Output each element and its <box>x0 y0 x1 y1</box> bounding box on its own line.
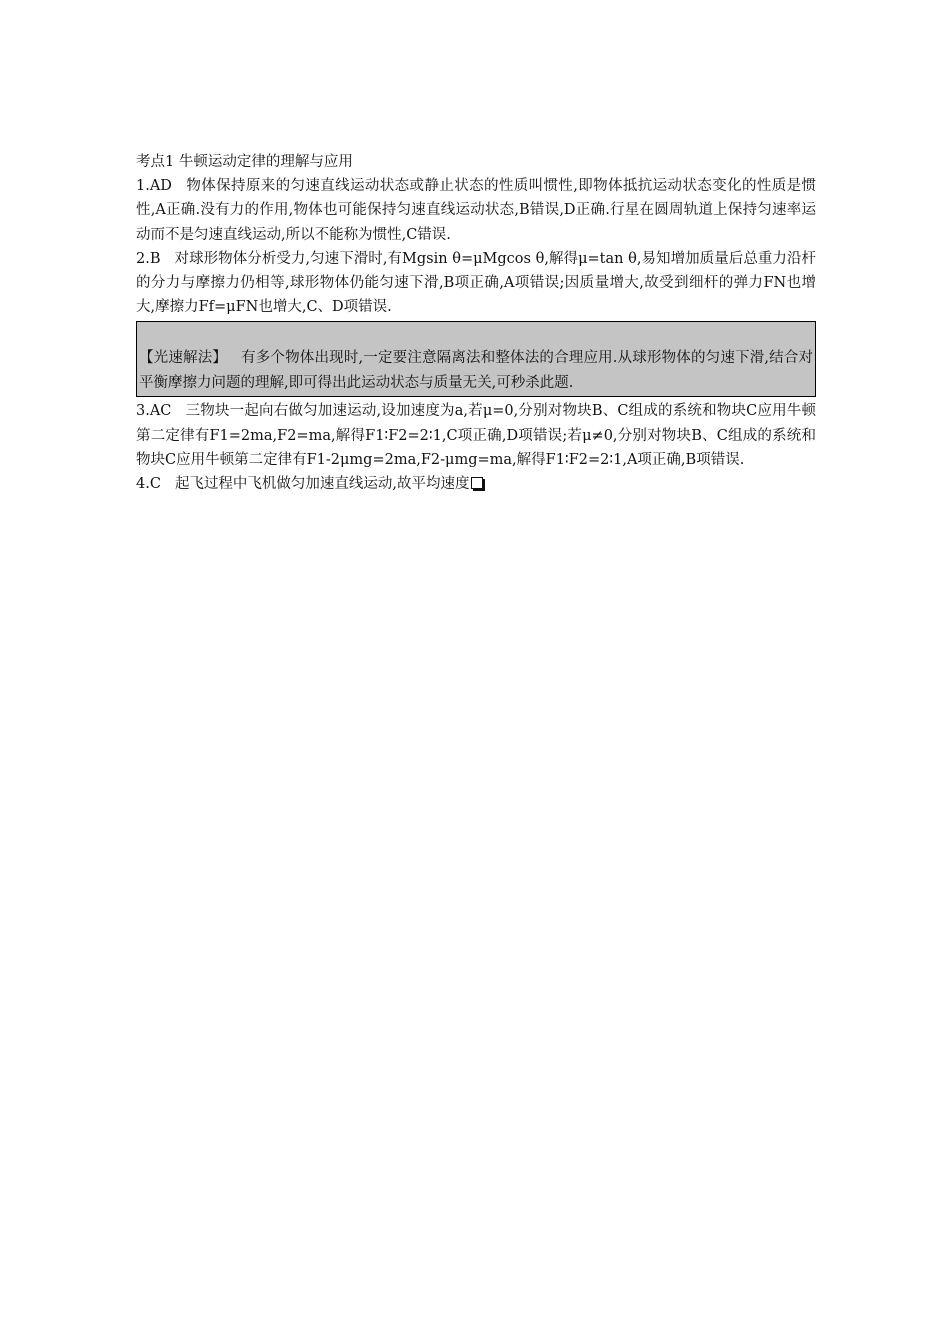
answer-4-text: 起飞过程中飞机做匀加速直线运动,故平均速度 <box>174 476 470 493</box>
answer-1-text: 物体保持原来的匀速直线运动状态或静止状态的性质叫惯性,即物体抵抗运动状态变化的性质是惯性,A正确.没有力的作用,物体也可能保持匀速直线运动状态,B错误,D正确.行星在圆周轨道上保持匀速率运动而不是匀速直线运动,所以不能称为惯性,C错误. <box>136 178 816 243</box>
answer-2-text: 对球形物体分析受力,匀速下滑时,有Mgsin θ=μMgcos θ,解得μ=tan θ,易知增加质量后总重力沿杆的分力与摩擦力仍相等,球形物体仍能匀速下滑,B项正确,A项错误;因质量增大,故受到细杆的弹力FN也增大,摩擦力Ff=μFN也增大,C、D项错误. <box>136 250 816 316</box>
answer-3-text: 三物块一起向右做匀加速运动,设加速度为a,若μ=0,分别对物块B、C组成的系统和物块C应用牛顿第二定律有F1=2ma,F2=ma,解得F1∶F2=2∶1,C项正确,D项错误;若μ≠0,分别对物块B、C组成的系统和物块C应用牛顿第二定律有F1-2μmg=2ma,F2-μmg=ma,解得F1∶F2=2∶1,A项正确,B项错误. <box>136 403 816 468</box>
quick-solution-box <box>136 321 816 397</box>
answer-4-label: 4.C <box>136 476 161 493</box>
answer-3 <box>136 399 816 472</box>
quick-solution-text: 有多个物体出现时,一定要注意隔离法和整体法的合理应用.从球形物体的匀速下滑,结合对平衡摩擦力问题的理解,即可得出此运动状态与质量无关,可秒杀此题. <box>139 350 814 391</box>
answer-1-label: 1.AD <box>136 178 172 195</box>
answer-1 <box>136 174 816 247</box>
answer-content <box>136 150 816 496</box>
missing-glyph-box-icon <box>471 477 483 489</box>
answer-2 <box>136 247 816 320</box>
quick-solution-label: 【光速解法】 <box>139 350 228 367</box>
answer-3-label: 3.AC <box>136 403 172 420</box>
answer-2-label: 2.B <box>136 250 161 267</box>
answer-4 <box>136 472 816 496</box>
section-title: 考点1 牛顿运动定律的理解与应用 <box>136 154 353 170</box>
